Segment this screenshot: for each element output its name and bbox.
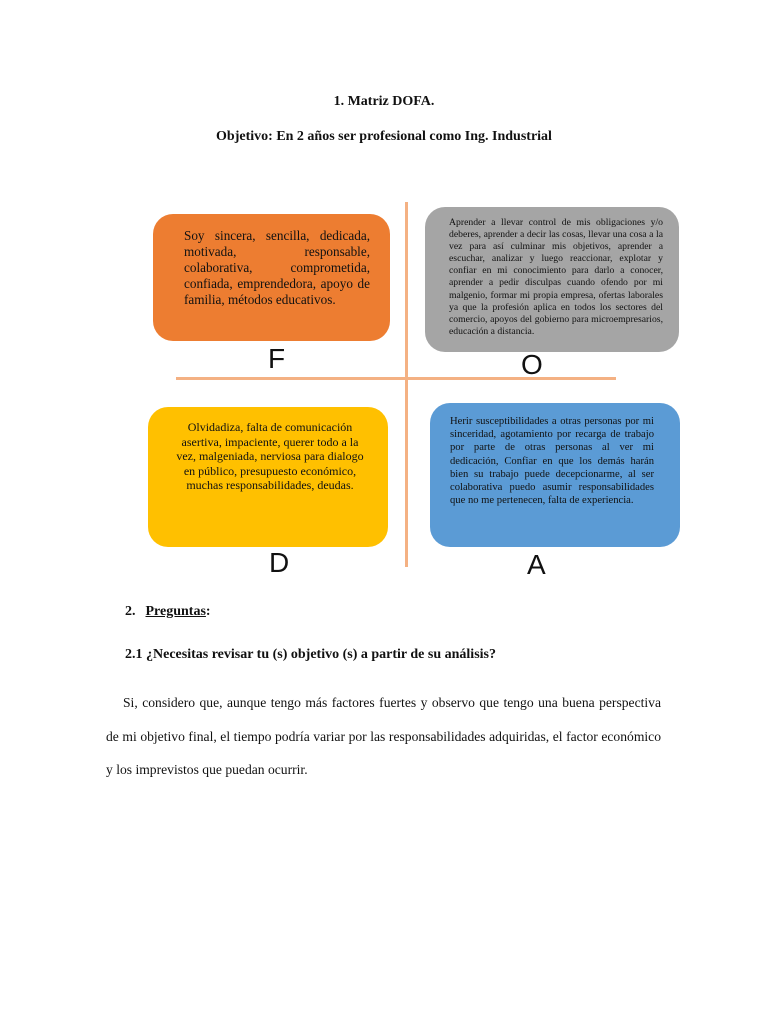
debilidades-letter: D [269,547,290,578]
objective-line: Objetivo: En 2 años ser profesional como Ing. Industrial [216,129,552,144]
answer-paragraph [106,686,661,787]
answer-text: Si, considero que, aunque tengo más factores fuertes y observo que tengo una buena perspectiva de mi objetivo final, el tiempo podría variar por las responsabilidades adquiridas, el factor económico y los imprevistos que puedan ocurrir. [106,695,661,777]
section-number: 2. [125,604,136,619]
oportunidades-letter: O [521,349,543,380]
oportunidades-box: Aprender a llevar control de mis obligaciones y/o deberes, aprender a decir las cosas, llevar una cosa a la vez para así culminar mis objetivos, aprender a escuchar, analizar y luego reaccionar, explotar y confiar en mi conocimiento para darlo a conocer, aprender a pedir disculpas cuando ofendo por mi malgenio, formar mi propia empresa, ofertas laborales ya que la profesión aplica en todos los sectores del comercio, apoyos del gobierno para microempresarios, educación a distancia. [425,207,679,352]
fortalezas-box: Soy sincera, sencilla, dedicada, motivada, responsable, colaborativa, comprometida, confiada, emprendedora, apoyo de familia, métodos educativos. [153,214,390,341]
question-2-1: 2.1 ¿Necesitas revisar tu (s) objetivo (s) a partir de su análisis? [125,647,496,662]
debilidades-box: Olvidadiza, falta de comunicación asertiva, impaciente, querer todo a la vez, malgeniada, nerviosa para dialogo en público, presupuesto económico, muchas responsabilidades, deudas. [148,407,388,547]
fortalezas-letter: F [268,343,286,374]
amenazas-letter: A [527,549,546,580]
matrix-vertical-divider [405,202,408,567]
amenazas-box: Herir susceptibilidades a otras personas por mi sinceridad, agotamiento por recarga de trabajo por parte de otras personas al ver mi dedicación, Confiar en que los demás harán bien su trabajo puede decepcionarme, al ser colaborativa puedo asumir responsabilidades que no me pertenecen, falta de experiencia. [430,403,680,547]
section-heading-preguntas [125,604,211,620]
section-title: Preguntas [145,604,206,619]
section-colon: : [205,604,211,619]
matrix-horizontal-divider [176,377,616,380]
document-title: 1. Matriz DOFA. [333,94,435,109]
